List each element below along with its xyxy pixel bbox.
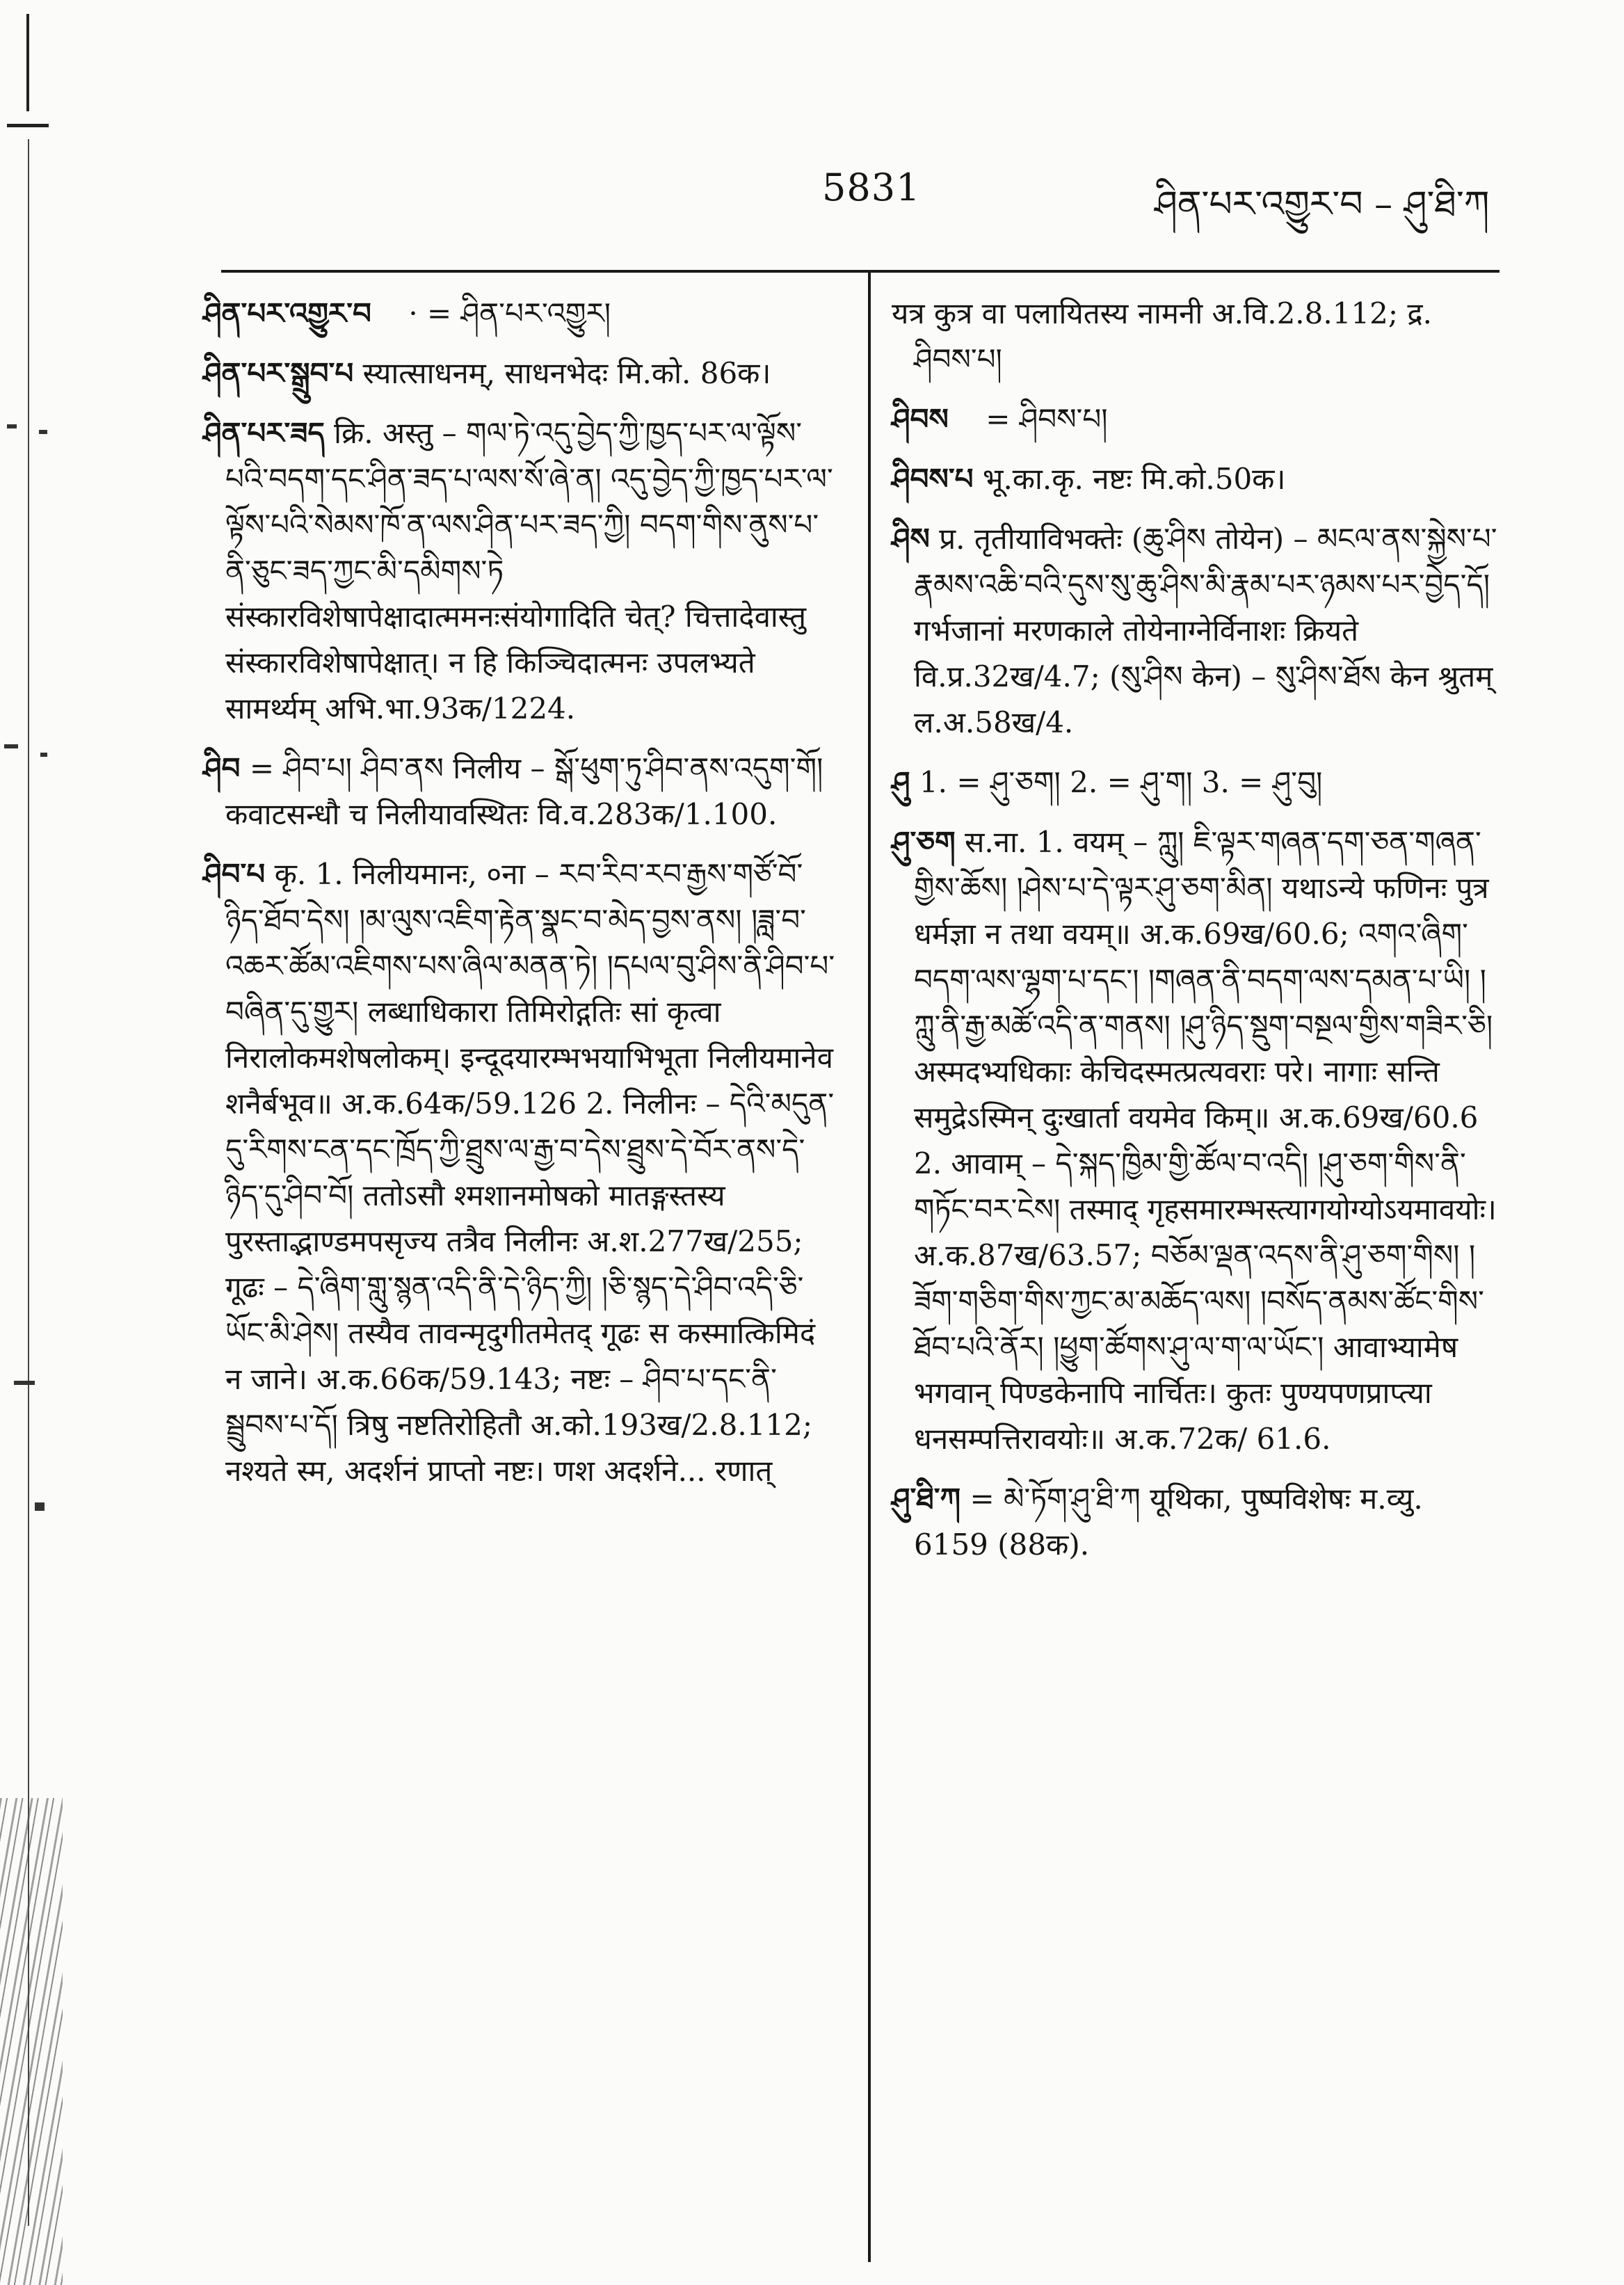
entry-headword: ཤིབ་པ — [203, 857, 266, 891]
dictionary-entry — [892, 1476, 1500, 1568]
scan-speck — [7, 424, 17, 428]
column-divider — [868, 273, 871, 2262]
running-head: ཤིན་པར་འགྱུར་བ – ཤུ་ཐི་ཀ — [1155, 184, 1490, 225]
entry-text: = མེ་ཏོག་ཤུ་ཐི་ཀ यूथिका, पुष्पविशेषः म.व्यु. 6159 (88क). — [914, 1482, 1423, 1562]
entry-headword: ཤུ་ཐི་ཀ — [892, 1482, 961, 1516]
dictionary-entry — [203, 851, 836, 1494]
entry-text: कृ. 1. निलीयमानः, ०ना – རབ་རིབ་རབ་རྒྱས་གཙོ་བོ་ཉིད་ཐོབ་དེས། །མ་ལུས་འཇིག་རྟེན་སྣང་བ་མེད་བྱས་ནས། །ཟླ་བ་འཆར་ཚོམ་འཇིགས་པས་ཞིལ་མནན་ཏེ། །དཔལ་བུ་ཤིས་ནི་ཤིབ་པ་བཞིན་དུ་གྱུར། लब्धाधिकारा तिमिरोद्गतिः सां कृत्वा निरालोकमशेषलोकम्। इन्दूदयारम्भभयाभिभूता निलीयमानेव शनैर्बभूव॥ अ.क.64क/59.126 2. निलीनः – དེའི་མདུན་དུ་རིགས་ངན་དང་ཁྲོད་ཀྱི་ཐྲུས་ལ་རྒྱ་བ་དེས་ཐྲུས་དེ་བོར་ནས་དེ་ཉིད་དུ་ཤིབ་བོ། ततोऽसौ श्मशानमोषको मातङ्गस्तस्य पुरस्ताद्भाण्डमपसृज्य तत्रैव निलीनः अ.श.277ख/255; गूढः – དེ་ཞིག་གླུ་སྙན་འདི་ནི་དེ་ཉིད་ཀྱི། །ཅི་སྙད་དེ་ཤིབ་འདི་ཅི་ཡོང་མི་ཤེས། तस्यैव तावन्मृदुगीतमेतद् गूढः स कस्मात्किमिदं न जाने। अ.क.66क/59.143; नष्टः – ཤིབ་པ་དང་ནི་སྦྲུབས་པ་དོ། त्रिषु नष्टतिरोहितौ अ.को.193ख/2.8.112; नश्यते स्म, अदर्शनं प्राप्तो नष्टः। णश अदर्शने... रणात् — [225, 857, 835, 1488]
entry-text: · = ཤིན་པར་འགྱུར། — [408, 296, 611, 330]
entry-headword: ཤིན་པར་སྒྲུབ་པ — [203, 356, 354, 390]
dictionary-entry — [892, 396, 1500, 442]
scan-speck — [4, 744, 18, 748]
entry-text: स.ना. 1. वयम् – ཀླུ། ཇི་ལྟར་གཞན་དག་ཅན་གཞན་གྱིས་ཆོས། །ཤེས་པ་དེ་ལྟར་ཤུ་ཅག་མིན། यथाऽन्ये फणिनः पुत्र धर्मज्ञा न तथा वयम्॥ अ.क.69ख/60.6; འགའ་ཞིག་བདག་ལས་ལྷག་པ་དང་། །གཞན་ནི་བདག་ལས་དམན་པ་ཡི། །ཀླུ་ནི་རྒྱ་མཚོ་འདི་ན་གནས། །ཤུ་ཉིད་སྡུག་བསྔལ་གྱིས་གཟིར་ཅི། अस्मदभ्यधिकाः केचिदस्मत्प्रत्यवराः परे। नागाः सन्ति समुद्रेऽस्मिन् दुःखार्ता वयमेव किम्॥ अ.क.69ख/60.6 2. आवाम् – དེ་སྐད་ཁྱིམ་གྱི་ཚོལ་བ་འདི། །ཤུ་ཅག་གིས་ནི་གཏོང་བར་ངེས། तस्माद् गृहसमारम्भस्त्यागयोग्योऽयमावयोः। अ.क.87ख/63.57; བཅོམ་ལྡན་འདས་ནི་ཤུ་ཅག་གིས། །ཟོག་གཅིག་གིས་ཀྱང་མ་མཆོད་ལས། །བསོད་ནམས་ཚོང་གིས་ཐོབ་པའི་ནོར། །ཕྱུག་ཚོགས་ཤུ་ལ་ག་ལ་ཡོང་། आवाभ्यामेष भगवान् पिण्डकेनापि नार्चितः। कुतः पुण्यपणप्राप्त्या धनसम्पत्तिरावयोः॥ अ.क.72क/ 61.6. — [914, 825, 1497, 1456]
entry-headword: ཤིན་པར་འགྱུར་བ — [203, 296, 371, 330]
entry-text: क्रि. अस्तु – གལ་ཏེ་འདུ་བྱེད་ཀྱི་ཁྱད་པར་ལ་ལྟོས་པའི་བདག་དང་ཤིན་ཟད་པ་ལས་སོ་ཞེ་ན། འདུ་བྱེད་ཀྱི་ཁྱད་པར་ལ་ལྟོས་པའི་སེམས་ཁོ་ན་ལས་ཤིན་པར་ཟད་ཀྱི། བདག་གིས་ནུས་པ་ནི་ཅུང་ཟད་ཀྱང་མི་དམིགས་ཏེ संस्कारविशेषापेक्षादात्ममनःसंयोगादिति चेत्? चित्तादेवास्तु संस्कारविशेषापेक्षात्। न हि किञ्चिदात्मनः उपलभ्यते सामर्थ्यम् अभि.भा.93क/1224. — [225, 416, 833, 725]
dictionary-entry — [892, 819, 1500, 1462]
entry-text: = ཤིབ་པ། ཤིབ་ནས निलीय – སྒོ་ཕུག་ཏུ་ཤིབ་ནས་འདུག་གོ། कवाटसन्धौ च निलीयावस्थितः वि.व.283क/1.100. — [225, 751, 823, 831]
right-column — [892, 291, 1500, 1582]
entry-headword: ཤིབས་པ — [892, 462, 974, 496]
dictionary-entry — [203, 291, 836, 337]
scan-speck — [14, 1381, 35, 1385]
entry-headword: ཤིས — [892, 522, 930, 556]
scan-speck — [40, 753, 47, 757]
header-rule — [221, 270, 1500, 273]
scan-noise — [0, 1798, 63, 2285]
scan-speck — [35, 1502, 45, 1511]
entry-headword: ཤུ — [892, 765, 910, 799]
entry-text: प्र. तृतीयाविभक्तेः (ཆུ་ཤིས तोयेन) – མངལ་ནས་སྐྱེས་པ་རྣམས་འཆི་བའི་དུས་སུ་ཆུ་ཤིས་མི་རྣམ་པར་ཉམས་པར་བྱེད་དོ། गर्भजानां मरणकाले तोयेनाग्नेर्विनाशः क्रियते वि.प्र.32ख/4.7; (སུ་ཤིས केन) – སུ་ཤིས་ཐོས केन श्रुतम् ल.अ.58ख/4. — [914, 522, 1497, 739]
entry-text: स्यात्साधनम्, साधनभेदः मि.को. 86क। — [362, 356, 771, 390]
scan-speck — [39, 430, 47, 434]
entry-headword: ཤུ་ཅག — [892, 825, 956, 859]
dictionary-entry — [892, 291, 1500, 383]
entry-headword: ཤིབ — [203, 751, 241, 785]
page-number: 5831 — [822, 166, 921, 209]
scan-edge-line — [26, 14, 29, 111]
entry-headword: ཤིབས — [892, 402, 949, 436]
dictionary-entry — [892, 456, 1500, 502]
left-column — [203, 291, 836, 1508]
scan-edge-tick — [7, 124, 49, 127]
entry-text: = ཤིབས་པ། — [986, 402, 1108, 436]
dictionary-entry — [203, 351, 836, 396]
entry-headword: ཤིན་པར་ཟད — [203, 416, 325, 450]
dictionary-entry — [203, 746, 836, 837]
entry-text: यत्र कुत्र वा पलायितस्य नामनी अ.वि.2.8.112; द्र. ཤིབས་པ། — [892, 296, 1433, 376]
entry-text: भू.का.कृ. नष्टः मि.को.50क। — [982, 462, 1286, 496]
dictionary-entry — [203, 410, 836, 732]
dictionary-entry — [892, 760, 1500, 805]
entry-text: 1. = ཤུ་ཅག། 2. = ཤུ་ག། 3. = ཤུ་བུ། — [919, 765, 1323, 799]
dictionary-entry — [892, 516, 1500, 746]
